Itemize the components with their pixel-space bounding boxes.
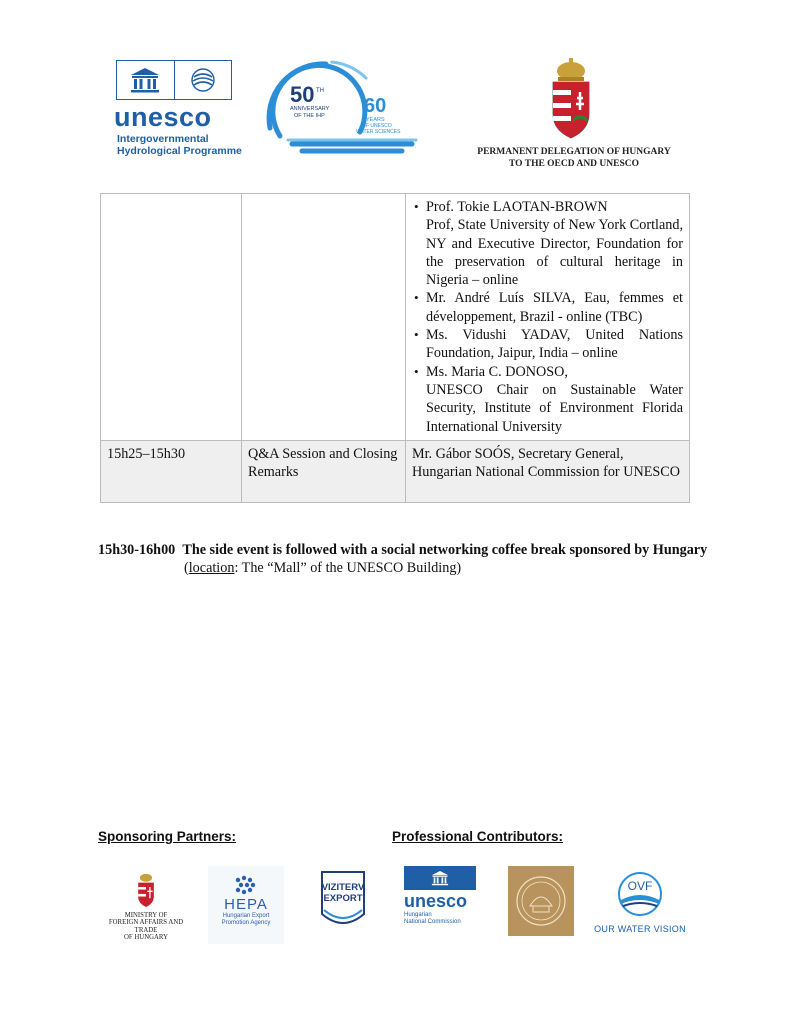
coffee-break-time: 15h30-16h00 bbox=[98, 542, 176, 558]
session-cell: Q&A Session and Closing Remarks bbox=[242, 440, 406, 503]
ministry-coat-icon bbox=[136, 872, 156, 908]
list-item: • Prof. Tokie LAOTAN-BROWN Prof, State University of New York Cortland, NY and Executive Director, Foundation for the preservation of cultural heritage in Nigeria – online bbox=[412, 198, 683, 289]
anniv-years: YEARS bbox=[366, 117, 385, 123]
unesco-small-sub-2: National Commission bbox=[404, 919, 461, 925]
speaker-cell: Mr. Gábor SOÓS, Secretary General, Hungarian National Commission for UNESCO bbox=[406, 440, 690, 503]
speaker-list bbox=[412, 198, 683, 436]
viziterv-line-1: VIZITERV bbox=[321, 882, 365, 893]
viziterv-export-logo bbox=[320, 870, 366, 930]
time-cell bbox=[101, 194, 242, 441]
ihp-line-2: Hydrological Programme bbox=[117, 144, 242, 157]
ministry-line-1: MINISTRY OF bbox=[124, 912, 168, 919]
delegation-title bbox=[476, 146, 672, 170]
anniv-50-text: 50 bbox=[290, 82, 315, 107]
list-item: • Ms. Vidushi YADAV, United Nations Foundation, Jaipur, India – online bbox=[412, 326, 683, 363]
anniv-th-text: TH bbox=[316, 88, 324, 94]
gold-seal-logo bbox=[508, 866, 574, 936]
professional-contributors-heading: Professional Contributors: bbox=[392, 829, 564, 844]
unesco-temple-icon bbox=[117, 61, 174, 99]
ovf-short: OVF bbox=[627, 879, 653, 893]
coffee-break-sponsor: Hungary bbox=[652, 542, 708, 558]
agenda-table bbox=[100, 193, 690, 503]
anniv-60-text: 60 bbox=[364, 95, 387, 117]
unesco-national-commission-logo bbox=[404, 866, 478, 932]
seal-emblem-icon bbox=[508, 866, 574, 936]
unesco-small-wordmark: unesco bbox=[404, 891, 468, 911]
hepa-logo bbox=[208, 866, 284, 944]
location-label: location bbox=[188, 560, 235, 577]
our-water-vision-logo bbox=[594, 870, 686, 940]
list-item: • Ms. Maria C. DONOSO, UNESCO Chair on Sustainable Water Security, Institute of Environment Florida International University bbox=[412, 363, 683, 436]
ministry-line-2: FOREIGN AFFAIRS AND TRADE bbox=[108, 919, 184, 934]
ovf-name: OUR WATER VISION bbox=[594, 924, 686, 934]
session-cell bbox=[242, 194, 406, 441]
list-item: • Mr. André Luís SILVA, Eau, femmes et développement, Brazil - online (TBC) bbox=[412, 289, 683, 326]
sponsoring-partners-heading: Sponsoring Partners: bbox=[98, 829, 237, 844]
delegation-line-2: TO THE OECD AND UNESCO bbox=[508, 159, 640, 169]
ihp-drop-icon bbox=[174, 61, 232, 99]
table-row bbox=[101, 194, 690, 441]
ihp-anniversary-logo bbox=[262, 58, 422, 156]
anniv-line2: OF THE IHP bbox=[294, 113, 325, 119]
time-cell: 15h25–15h30 bbox=[101, 440, 242, 503]
hepa-dots-icon bbox=[232, 874, 260, 896]
hepa-sub-2: Promotion Agency bbox=[221, 920, 271, 926]
ministry-line-3: OF HUNGARY bbox=[124, 934, 168, 942]
viziterv-line-2: EXPORT bbox=[323, 893, 363, 904]
hungary-coat-of-arms-icon bbox=[548, 58, 594, 140]
anniv-line1: ANNIVERSARY bbox=[290, 106, 330, 112]
speakers-cell bbox=[406, 194, 690, 441]
unesco-wordmark: unesco bbox=[114, 102, 212, 132]
ihp-line-1: Intergovernmental bbox=[117, 133, 209, 145]
unesco-small-sub-1: Hungarian bbox=[404, 912, 432, 918]
hepa-sub-1: Hungarian Export bbox=[222, 913, 270, 919]
ihp-label bbox=[117, 134, 242, 157]
ministry-logo bbox=[98, 872, 194, 942]
hepa-name: HEPA bbox=[224, 896, 268, 913]
anniv-of: OF UNESCO bbox=[362, 123, 392, 129]
table-row bbox=[101, 440, 690, 503]
unesco-logo-box bbox=[116, 60, 232, 100]
unesco-temple-small-icon bbox=[404, 866, 476, 890]
delegation-line-1: PERMANENT DELEGATION OF HUNGARY bbox=[477, 147, 671, 157]
coffee-break-text: The side event is followed with a social networking coffee break sponsored by bbox=[182, 542, 650, 558]
anniv-ws: WATER SCIENCES bbox=[356, 129, 401, 135]
coffee-break-location: (location: The “Mall” of the UNESCO Building) bbox=[184, 560, 462, 577]
coffee-break-note bbox=[98, 541, 708, 578]
ovf-circle-icon bbox=[616, 870, 664, 918]
location-text: : The “Mall” of the UNESCO Building) bbox=[234, 560, 462, 577]
